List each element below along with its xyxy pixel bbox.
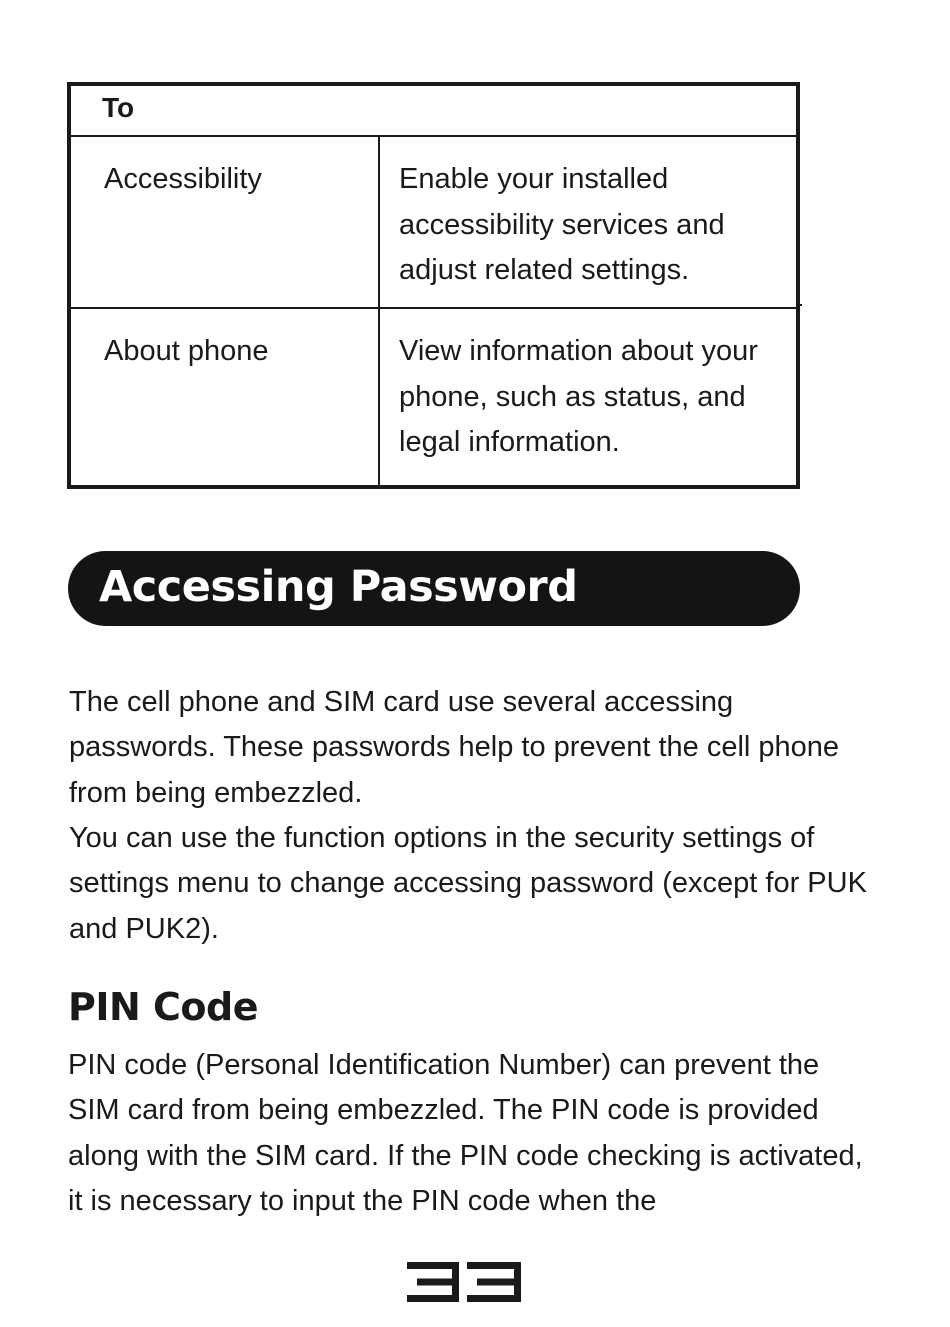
setting-description-about-phone: View information about your phone, such as status, and legal information.: [399, 335, 758, 458]
intro-paragraph-1: The cell phone and SIM card use several accessing passwords. These passwords help to prevent the cell phone from being embezzled.: [69, 686, 840, 809]
setting-name-accessibility: Accessibility: [104, 163, 262, 195]
settings-table: [67, 82, 800, 489]
page-number: [407, 1262, 521, 1302]
table-row: [71, 137, 796, 309]
page-number-digit: [467, 1262, 521, 1302]
table-row-divider-overhang: [796, 304, 802, 306]
section-title: Accessing Password: [99, 562, 578, 612]
pin-code-paragraph: PIN code (Personal Identification Number) can prevent the SIM card from being embezzled. The PIN code is provided along with the SIM card. If the PIN code checking is activated, it is necessary to input the PIN code when the: [68, 1049, 863, 1217]
pin-code-heading: PIN Code: [68, 985, 258, 1029]
table-header-cell: To: [102, 92, 135, 123]
table-row: [71, 309, 796, 489]
setting-description-accessibility: Enable your installed accessibility services and adjust related settings.: [399, 163, 725, 286]
intro-paragraph-2: You can use the function options in the security settings of settings menu to change accessing password (except for PUK and PUK2).: [69, 822, 867, 945]
setting-name-about-phone: About phone: [104, 335, 269, 367]
section-banner: [68, 551, 800, 626]
page-number-digit: [407, 1262, 459, 1302]
table-header-row: [71, 86, 796, 137]
